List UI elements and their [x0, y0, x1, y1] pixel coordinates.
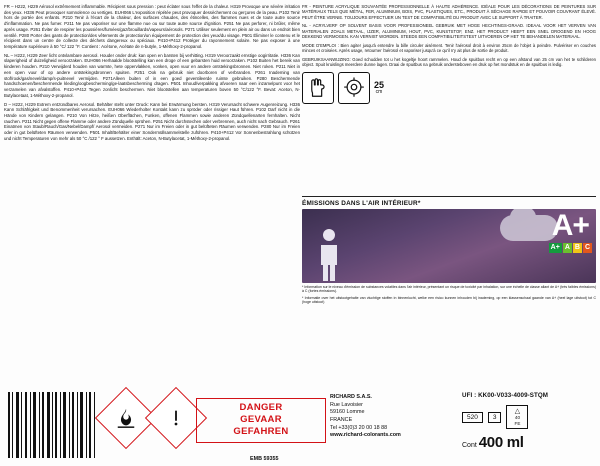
- scale-a-plus: A+: [550, 244, 560, 251]
- material-code-badge: 520: [462, 412, 483, 423]
- fe-badge-code: 40: [514, 415, 521, 421]
- emissions-body: [302, 209, 596, 313]
- emissions-note-nl: * Informatie over het uitstootgehalte van vluchtige stoffen in binnenlucht, welke een risico kunnen inhouden bij inademing, op een klassenschaal gaande van A+ (heel lage uitstoot) tot C (hoge uitstoot): [302, 295, 596, 305]
- fe-recycle-badge: [506, 405, 528, 429]
- protective-gloves-icon: [302, 72, 334, 104]
- company-name: RICHARD S.A.S.: [330, 394, 372, 400]
- scale-b: B: [574, 244, 580, 251]
- ghs-pictograms: [104, 396, 198, 440]
- emissions-note-fr: * Information sur le niveau d'émission de substances volatiles dans l'air intérieur, présentant un risque de toxicité par inhalation, sur une échelle de classe allant de A+ (très faibles émissions) à C (fortes émissions).: [302, 285, 596, 294]
- hazard-text-fr: FR – H222, H229 Aérosol extrêmement inflammable. Récipient sous pression : peut éclater sous l'effet de la chaleur. H319 Provoque une sévère irritation des yeux. H336 Peut provoquer somnolence ou vertiges. EUH066 L'exposition répétée peut provoquer dessèchement ou gerçures de la peau. P102 Tenir hors de portée des enfants. P210 Tenir à l'écart de la chaleur, des surfaces chaudes, des étincelles, des flammes nues et de toute autre source d'inflammation. Ne pas fumer. P211 Ne pas vaporiser sur une flamme nue ou sur toute autre source d'ignition. P251 Ne pas perforer, ni brûler, même après usage. P261 Éviter de respirer les poussières/fumées/gaz/brouillards/vapeurs/aérosols. P271 Utiliser seulement en plein air ou dans un endroit bien ventilé. P280 Porter des gants de protection/des vêtements de protection/un équipement de protection des yeux/du visage. P501 Éliminer le contenu et le récipient dans un centre de collecte des déchets dangereux ou spéciaux. P410+P412 Protéger du rayonnement solaire. Ne pas exposer à une température supérieure à 50 °C/ 122 °F. Contient : Acétone, Acétate de n-butyle, 1-Méthoxy-2-propanol.: [4, 4, 300, 50]
- emissions-grade-value: A+: [551, 209, 589, 242]
- respirator-mask-icon: [338, 72, 370, 104]
- company-country: FRANCE: [330, 417, 353, 424]
- person-figure-icon: [316, 227, 342, 281]
- signal-word-de: GEFAHREN: [233, 425, 289, 437]
- net-content: [462, 434, 598, 451]
- signal-word-fr: DANGER: [239, 402, 283, 413]
- spray-distance-unit: cm: [375, 88, 383, 95]
- instructions-nl: GEBRUIKSAANWIJZING: Goed schudden tot u het kogeltje hoort rammelen. Houd de spuitbus recht en op een afstand van 25 cm van het te schilderen object. Spuit kruislings meerdere dunne lagen. Draai de spuitbus na gebruik ondersteboven en druk op het mondstuk en de spuitbus is ledig.: [302, 56, 596, 68]
- usage-pictogram-row: [302, 72, 596, 104]
- label-footer: [0, 386, 600, 466]
- description-fr: FR - PEINTURE ACRYLIQUE SOUVANTÉE PROFESSIONNELLE À HAUTE ADHÉRENCE. IDÉALE POUR LES DÉCORATIONS DE PEINTURES SUR MATÉRIAUX TELS QUE MÉTAL, FER, ALUMINIUM, BOIS, PVC, PLASTIQUES, ETC., PRODUIT À SÉCHAGE RAPIDE ET POUVOIR COUVRANT ÉLEVÉ. PEUT ÊTRE VERNIE. TOUJOURS EFFECTUER UN TEST DE COMPATIBILITÉ DU PRODUIT AVEC LE SUPPORT À TRAITER.: [302, 4, 596, 20]
- signal-word-box: [196, 398, 326, 443]
- scale-c: C: [584, 244, 590, 251]
- product-description-column: [302, 4, 596, 384]
- emissions-illustration: [302, 209, 596, 283]
- company-street: Rue Lavoisier: [330, 401, 363, 408]
- net-content-label: Cont: [462, 442, 477, 449]
- ufi-code: UFI : KK00-V033-4009-STQM: [462, 392, 549, 399]
- recycle-triangle-icon: △: [514, 408, 521, 416]
- recycling-badges: [462, 405, 598, 429]
- emb-code: EMB 59355: [250, 456, 279, 462]
- fe-badge-label: FE: [514, 420, 521, 426]
- manufacturer-address: [330, 394, 401, 440]
- net-content-value: 400 ml: [478, 434, 524, 451]
- hazard-text-nl: NL – H222, H229 Zeer licht ontvlambare aerosol. Houder onder druk: kan open en barsten bij verhitting. H319 Veroorzaakt ernstige oogirritatie. H336 Kan slaperigheid of duizeligheid veroorzaken. EUH066 Herhaalde blootstelling kan een droge of een gebarsten huid veroorzaken. P102 Buiten het bereik van kinderen houden. P210 Verwijderd houden van warmte, hete oppervlakken, vonken, open vuur en andere ontstekingsbronnen. Niet roken. P211 Niet in een open vuur of op andere ontstekingsbronnen spuiten. P251 Ook na gebruik niet doorboren of verbranden. P261 Inademing van stof/rook/gas/nevel/damp/s-puitnevel vermijden. P271Alleen buiten of in een goed geventileerde ruimte gebruiken. P280 Beschermende handschoenen/beschermende kleding/oogbescherming/ge-laatsbescherming dragen. P501 Inhoud/verpakking afvoeren naar een inzamelpunt voor het verzamelen van afvalstoffen. P410+P412 Tegen zonlicht beschermen. Niet blootstellen aan temperaturen boven 50 °C/122 °F. Bevat: Aceton, N-Butylacetaat, 1-Méthoxy-2-propanol.: [4, 52, 300, 98]
- company-city: 59160 Lomme: [330, 409, 365, 416]
- emissions-scale: [549, 243, 592, 253]
- company-website[interactable]: www.richard-colorants.com: [330, 432, 401, 439]
- hazard-text-de: D – H222, H229 Extrem entzündbares Aerosol. Behälter steht unter Druck: Kann bei Erwärmung bersten. H319 Verursacht schwere Augenreizung. H336 Kann Schläfrigkeit und Benommenheit verursachen. EUH066 Wiederholter Kontakt kann zu spröder oder rissiger Haut führen. P102 Darf nicht in die Hände von Kindern gelangen. P210 Von Hitze, heißen Oberflächen, Funken, offenen Flammen sowie anderen Zündquellenarten fernhalten. Nicht rauchen. P211 Nicht gegen offene Flamme oder andere Zündquelle sprühen. P251 Nicht durchstechen oder verbrennen, auch nicht nach Gebrauch. P261 Einatmen von Staub/Rauch/Gas/Nebel/Dampf/ Aerosol vermeiden. P271 Nur im Freien oder in gut belüfteten Räumen verwenden. P280 Nur im Freien oder in gut belüfteten Räumen verwenden. P501 Inhalt/Behälter einer Sondermüllsammelstelle zuführen. P410+P412 Vor Sonnenbestrahlung schützen und nicht Temperaturen von mehr als 50 °C /122 ° F aussetzen. Enthält: Aceton, N-Butylacetat, 1-Méthoxy-2-propanol.: [4, 101, 300, 141]
- product-identifiers: [462, 392, 598, 451]
- signal-word-nl: GEVAAR: [240, 413, 282, 425]
- spray-distance-value: 25: [374, 79, 385, 90]
- description-nl: NL - ACRYLVERF OP SOLVENT BASIS VOOR PROFESSIONEEL GEBRUIK MET HOGE HECHTINGS-GRAAD. IDEAAL VOOR HET VERVEN VAN MATERIALEN ZOALS METAAL, IJZER, ALUMINIUM, HOUT, PVC, KUNSTSTOF, ENZ. HET PRODUCT HEEFT EEN SNEL DROGEND EN HOOG DEKKEND VERMOGEN. KAN VERNIST WORDEN. STEEDS EEN COMPATIBILITEITSTEST UITVOEREN OP HET TE BEHANDELEN MATERIAAL.: [302, 23, 596, 40]
- emissions-grade: [549, 211, 592, 253]
- company-phone: Tel +33(0)3 20 00 18 88: [330, 424, 388, 431]
- indoor-air-emissions-block: [302, 196, 596, 313]
- scale-a: A: [564, 244, 570, 251]
- emissions-title: ÉMISSIONS DANS L'AIR INTÉRIEUR*: [302, 200, 421, 207]
- barcode: [6, 392, 98, 458]
- hazard-statements-column: [4, 4, 300, 384]
- instructions-fr: MODE D'EMPLOI : Bien agiter jusqu'à entendre la bille circuler aisément. Tenir l'aérosol droit à environ 25cm de l'objet à peindre. Pulvériser en couches minces et croisées. Après usage, retourner l'aérosol et vaporiser jusqu'à ce qu'il n'y ait plus de sortie de produit.: [302, 42, 596, 54]
- fraction-badge: 3: [488, 412, 502, 423]
- spray-distance-indicator: [374, 81, 384, 95]
